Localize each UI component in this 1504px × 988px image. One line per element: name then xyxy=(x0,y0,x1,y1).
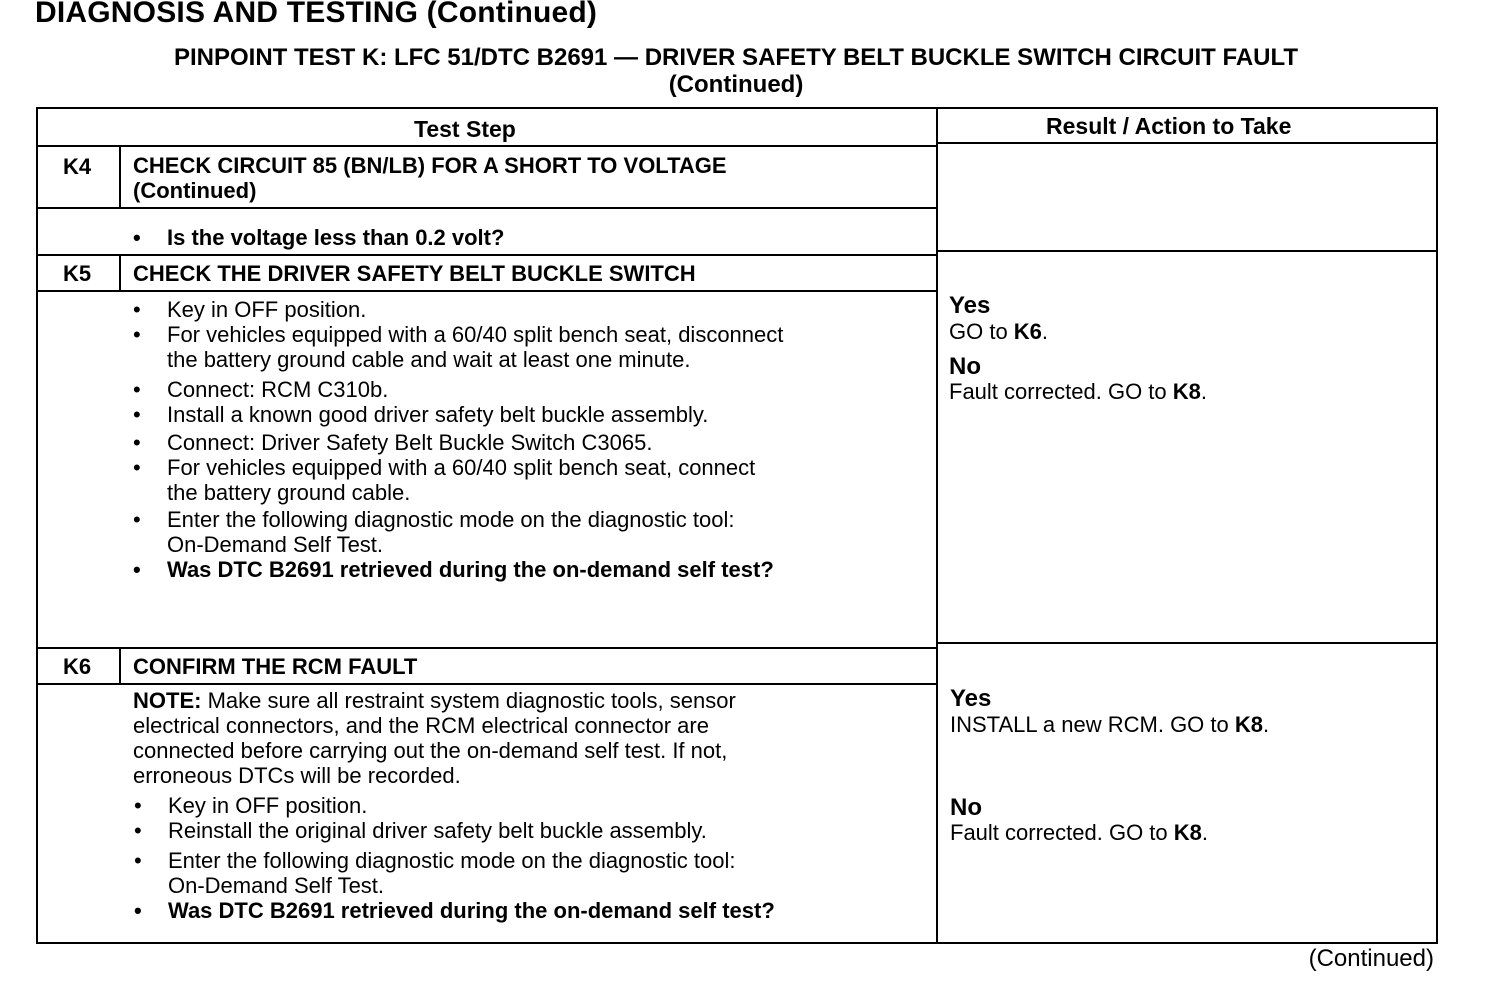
page-title: DIAGNOSIS AND TESTING (Continued) xyxy=(35,0,598,29)
k4-bottom-rule xyxy=(38,254,936,256)
k5-result-rule xyxy=(938,642,1438,644)
k4-step-title-line2: (Continued) xyxy=(133,178,257,203)
k6-step-1: • Key in OFF position. xyxy=(134,793,775,818)
k5-yes-action: GO to K6. xyxy=(949,319,1049,344)
header-rule-right xyxy=(938,142,1438,144)
k5-step-id: K5 xyxy=(62,261,92,286)
k6-id-divider xyxy=(119,649,121,685)
k5-step-6: • For vehicles equipped with a 60/40 split bench seat, connect the battery ground cable. xyxy=(133,455,783,505)
test-title xyxy=(36,44,1436,98)
test-title-line1: PINPOINT TEST K: LFC 51/DTC B2691 — DRIVER SAFETY BELT BUCKLE SWITCH CIRCUIT FAULT xyxy=(173,44,1299,71)
k5-step-1: • Key in OFF position. xyxy=(133,297,783,322)
k6-note: NOTE: Make sure all restraint system diagnostic tools, sensor electrical connectors, and the RCM electrical connector are connected before carrying out the on-demand self test. If not, erroneous DTCs will be recorded. xyxy=(133,688,736,788)
k6-yes-label: Yes xyxy=(950,685,992,712)
k5-no-action: Fault corrected. GO to K8. xyxy=(949,379,1207,404)
pinpoint-table xyxy=(36,107,1438,944)
test-title-line2: (Continued) xyxy=(668,71,804,98)
k4-step-list xyxy=(133,225,504,250)
k5-step-5: • Connect: Driver Safety Belt Buckle Switch C3065. xyxy=(133,430,783,455)
k4-title-rule xyxy=(38,207,936,209)
note-label: NOTE: xyxy=(133,688,202,713)
continued-footer: (Continued) xyxy=(1308,945,1434,972)
k6-no-label: No xyxy=(950,794,982,821)
k5-no-label: No xyxy=(949,353,981,380)
k6-title-rule xyxy=(38,683,936,685)
k5-step-4: • Install a known good driver safety belt buckle assembly. xyxy=(133,402,783,427)
k5-bottom-rule xyxy=(38,647,936,649)
k6-yes-action: INSTALL a new RCM. GO to K8. xyxy=(950,712,1270,737)
k5-step-3: • Connect: RCM C310b. xyxy=(133,377,783,402)
k5-step-7: • Enter the following diagnostic mode on the diagnostic tool: On-Demand Self Test. xyxy=(133,507,783,557)
k5-id-divider xyxy=(119,256,121,292)
column-header-test-step: Test Step xyxy=(414,116,516,142)
k4-result-rule xyxy=(938,250,1438,252)
k6-no-action: Fault corrected. GO to K8. xyxy=(950,820,1208,845)
column-header-result: Result / Action to Take xyxy=(1046,113,1292,139)
k5-title-rule xyxy=(38,290,936,292)
k5-step-2: • For vehicles equipped with a 60/40 split bench seat, disconnect the battery ground cable and wait at least one minute. xyxy=(133,322,783,372)
k5-step-list xyxy=(133,297,783,582)
k4-id-divider xyxy=(119,147,121,209)
k5-step-title: CHECK THE DRIVER SAFETY BELT BUCKLE SWITCH xyxy=(133,261,696,286)
k6-question: • Was DTC B2691 retrieved during the on-demand self test? xyxy=(134,898,775,923)
k5-yes-label: Yes xyxy=(949,292,991,319)
k6-step-3: • Enter the following diagnostic mode on the diagnostic tool: On-Demand Self Test. xyxy=(134,848,775,898)
k5-question: • Was DTC B2691 retrieved during the on-demand self test? xyxy=(133,557,783,582)
k4-step-title-line1: CHECK CIRCUIT 85 (BN/LB) FOR A SHORT TO VOLTAGE xyxy=(133,153,727,178)
header-rule-left xyxy=(38,145,936,147)
k6-step-title: CONFIRM THE RCM FAULT xyxy=(133,654,418,679)
column-divider xyxy=(936,109,938,944)
k6-step-list xyxy=(134,793,775,923)
k4-step-id: K4 xyxy=(62,154,92,179)
k6-step-2: • Reinstall the original driver safety belt buckle assembly. xyxy=(134,818,775,843)
k4-question: • Is the voltage less than 0.2 volt? xyxy=(133,225,504,250)
k6-step-id: K6 xyxy=(62,654,92,679)
